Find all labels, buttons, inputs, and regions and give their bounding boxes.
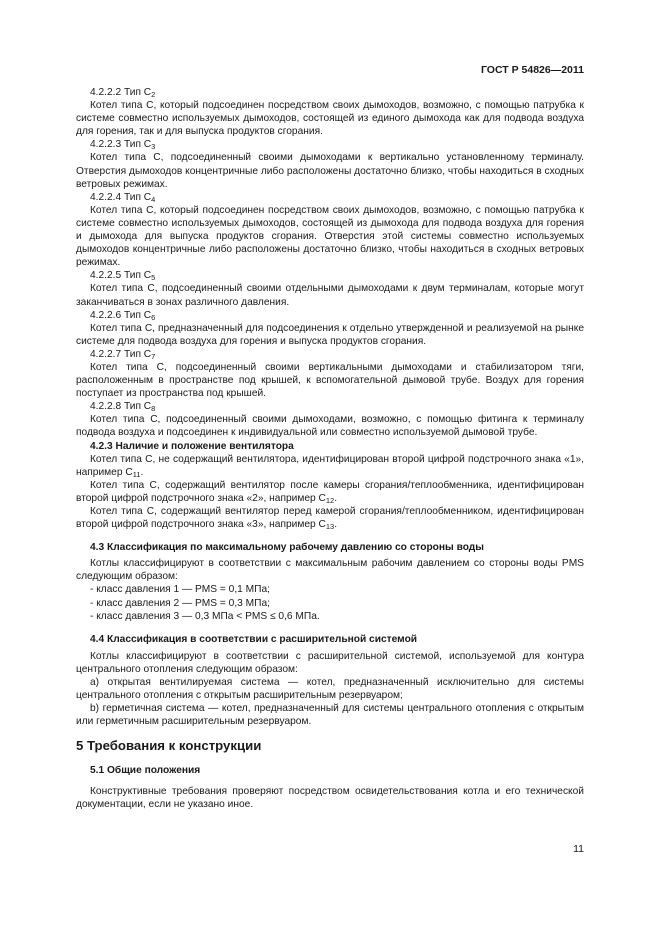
clause-4-2-3-para-1 — [76, 453, 584, 479]
clause-heading-text: 4.2.2.3 Тип С — [90, 139, 152, 151]
expansion-system-b: b) герметичная система — котел, предназначенный для системы центрального отопления с открытым или герметичным расширительным резервуаром. — [76, 703, 584, 728]
pressure-class-1: - класс давления 1 — PMS = 0,1 МПа; — [90, 584, 270, 596]
clause-4-2-3-para-3 — [76, 505, 584, 531]
pressure-class-3: - класс давления 3 — 0,3 МПа < PMS ≤ 0,6 МПа. — [90, 610, 320, 622]
clause-4-2-2-2-text: Котел типа С, который подсоединен посредством своих дымоходов, возможно, с помощью патрубка к системе совместно используемых дымоходов, состоящей из единого дымохода как для подвода воздуха для горения, так и для выпуска продуктов сгорания. — [76, 100, 584, 138]
para-text: Котел типа С, не содержащий вентилятора, идентифицирован второй цифрой подстрочного знака «1», например С — [76, 453, 584, 478]
clause-4-2-2-4-heading — [76, 191, 584, 204]
section-4-3-intro: Котлы классифицируют в соответствии с максимальным рабочим давлением со стороны воды PMS следующим образом: — [76, 558, 584, 583]
clause-heading-text: 4.2.2.6 Тип С — [90, 309, 152, 321]
type-subscript: 11 — [132, 469, 141, 479]
clause-4-2-2-3-heading — [76, 138, 584, 151]
type-subscript: 6 — [151, 312, 156, 322]
para-text: Котел типа С, содержащий вентилятор перед камерой сгорания/теплообменником, идентифицирован второй цифрой подстрочного знака «3», например С — [76, 506, 584, 531]
pressure-class-2: - класс давления 2 — PMS = 0,3 МПа; — [90, 597, 270, 609]
type-subscript: 8 — [151, 404, 156, 414]
clause-4-2-2-6-heading — [76, 309, 584, 322]
clause-4-2-2-8-heading — [76, 400, 584, 413]
section-4-3-title: 4.3 Классификация по максимальному рабочему давлению со стороны воды — [90, 542, 484, 554]
section-5-title: 5 Требования к конструкции — [76, 738, 262, 754]
section-5-1-title: 5.1 Общие положения — [90, 765, 201, 777]
period: . — [334, 492, 338, 504]
type-subscript: 2 — [151, 90, 156, 99]
clause-4-2-2-6-text: Котел типа С, предназначенный для подсоединения к отдельно утвержденной и реализуемой на рынке системе для подвода воздуха для горения и выпуска продуктов сгорания. — [76, 322, 584, 347]
clause-heading-text: 4.2.2.8 Тип С — [90, 401, 152, 413]
clause-4-2-2-4-text: Котел типа С, который подсоединен посредством своих дымоходов, возможно, с помощью патрубка к системе совместно используемых дымоходов, состоящей из дымохода для подвода воздуха для горения и дымохода для выпуска продуктов сгорания. Отверстия этой системы совместно используемых дымоходов концентричные либо расположены достаточно близко, чтобы находиться в сходных ветровых режимах. — [76, 204, 584, 269]
section-4-4-intro: Котлы классифицируют в соответствии с расширительной системой, используемой для контура центрального отопления следующим образом: — [76, 650, 584, 675]
section-5-1-text: Конструктивные требования проверяют посредством освидетельствования котла и его технической документации, если не указано иное. — [76, 785, 584, 810]
section-4-4-title: 4.4 Классификация в соответствии с расширительной системой — [90, 633, 418, 645]
clause-4-2-2-5-text: Котел типа С, подсоединенный своими отдельными дымоходами к двум терминалам, которые могут заканчиваться в зонах различного давления. — [76, 283, 584, 308]
type-subscript: 13 — [325, 522, 335, 532]
type-subscript: 3 — [151, 142, 156, 152]
clause-4-2-2-7-heading — [76, 348, 584, 361]
type-subscript: 12 — [325, 495, 335, 505]
clause-heading-text: 4.2.2.5 Тип С — [90, 270, 152, 282]
para-text: Котел типа С, содержащий вентилятор после камеры сгорания/теплообменника, идентифицирован второй цифрой подстрочного знака «2», например С — [76, 479, 584, 504]
clause-4-2-2-8-text: Котел типа С, подсоединенный своими дымоходами, возможно, с помощью фитинга к терминалу подвода воздуха и подсоединен к индивидуальной или совместно используемой дымовой трубе. — [76, 414, 584, 439]
period: . — [140, 466, 144, 478]
clause-4-2-2-3-text: Котел типа С, подсоединенный своими дымоходами к вертикально установленному терминалу. Отверстия дымоходов концентричные либо расположены достаточно близко, чтобы находиться в сходных ветровых режимах. — [76, 152, 584, 190]
standard-header: ГОСТ Р 54826—2011 — [480, 64, 584, 76]
clause-heading-text: 4.2.2.2 Тип С — [90, 87, 152, 98]
type-subscript: 7 — [151, 351, 156, 361]
type-subscript: 4 — [151, 194, 156, 204]
clause-4-2-2-5-heading — [76, 269, 584, 282]
clause-heading-text: 4.2.2.4 Тип С — [90, 191, 152, 203]
type-subscript: 5 — [151, 273, 156, 283]
expansion-system-a: a) открытая вентилируемая система — котел, предназначенный исключительно для системы центрального отопления с открытым расширительным резервуаром; — [76, 677, 584, 702]
clause-heading-text: 4.2.2.7 Тип С — [90, 348, 152, 360]
page-number: 11 — [573, 843, 584, 855]
clause-4-2-3-title: 4.2.3 Наличие и положение вентилятора — [90, 440, 294, 452]
page-content — [76, 86, 584, 811]
clause-4-2-2-2-heading — [76, 86, 584, 99]
period: . — [334, 519, 338, 531]
clause-4-2-3-para-2 — [76, 479, 584, 505]
clause-4-2-2-7-text: Котел типа С, подсоединенный своими вертикальными дымоходами и стабилизатором тяги, расположенным в пространстве под крышей, к вспомогательной дымовой трубе. Воздух для горения поступает из пространства под крышей. — [76, 361, 584, 400]
